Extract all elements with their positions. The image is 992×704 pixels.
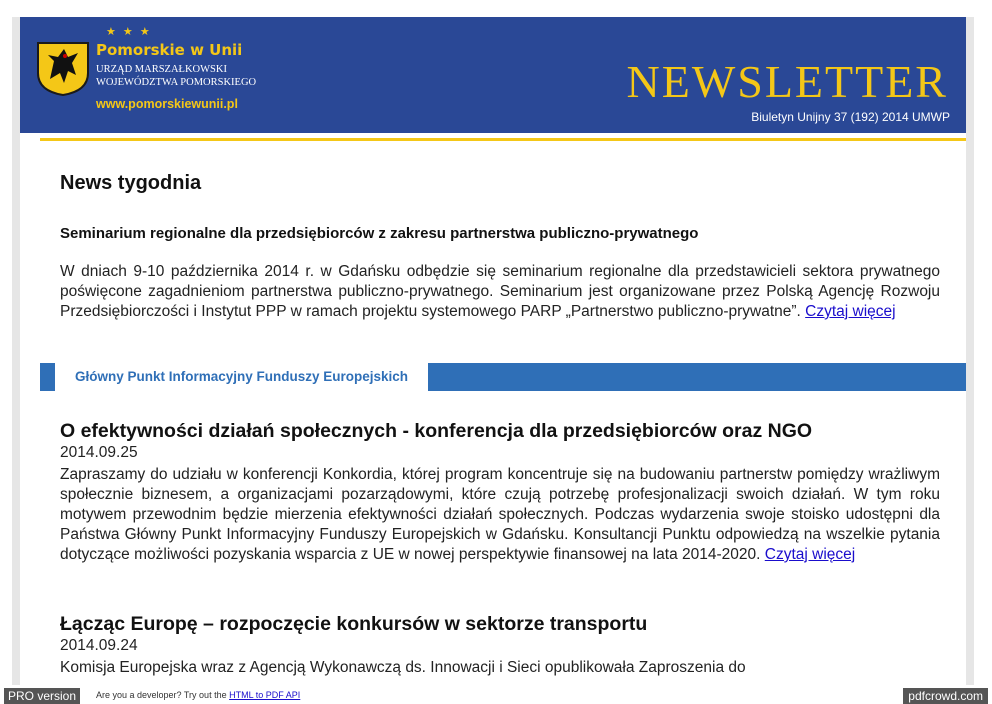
logo-subtitle-line-1: URZĄD MARSZAŁKOWSKI [96,64,227,75]
newsletter-page [12,17,974,685]
griffin-coat-of-arms-icon [34,39,92,97]
logo-subtitle-line-2: WOJEWÓDZTWA POMORSKIEGO [96,77,257,88]
article-read-more-link[interactable]: Czytaj więcej [764,546,856,563]
article-date: 2014.09.25 [60,444,138,461]
html-to-pdf-api-link[interactable]: HTML to PDF API [229,690,301,700]
newsletter-title: NEWSLETTER [626,56,948,107]
header-divider [40,138,966,141]
pdfcrowd-badge[interactable]: pdfcrowd.com [903,688,988,704]
article-date: 2014.09.24 [60,637,138,654]
article-body: Komisja Europejska wraz z Agencją Wykonawczą ds. Innowacji i Sieci opublikowała Zaproszenia do [60,659,746,676]
news-read-more-link[interactable]: Czytaj więcej [805,303,896,320]
logo-subtitle [96,63,256,89]
article-body-text: Zapraszamy do udziału w konferencji Konkordia, której program koncentruje się na budowaniu partnerstw pomiędzy wrażliwym społecznie biznesem, a organizacjami pozarządowymi, które czują potrzebę profesjonalizacji swoich działań. W tym roku motywem przewodnim będzie mierzenia efektywności działań społecznych. Podczas wydarzenia swoje stoisko udostępni dla Państwa Główny Punkt Informacyjny Funduszy Europejskich w Gdańsku. Konsultancji Punktu odpowiedzą na wszelkie pytania dotyczące możliwości pozyskania wsparcia z UE w nowej perspektywie finansowej na lata 2014-2020. [60,466,940,563]
developer-note [96,690,300,700]
pro-version-badge[interactable]: PRO version [4,688,80,704]
news-heading: News tygodnia [60,172,202,194]
pdf-footer [0,687,992,704]
article-title: O efektywności działań społecznych - konferencja dla przedsiębiorców oraz NGO [60,420,813,442]
logo-stars: ★ ★ ★ [106,26,152,38]
section-label: Główny Punkt Informacyjny Funduszy Europejskich [55,363,428,391]
logo-title: Pomorskie w Unii [96,41,243,59]
bulletin-info: Biuletyn Unijny 37 (192) 2014 UMWP [751,110,950,124]
news-body [60,262,940,322]
newsletter-header [20,17,966,133]
article-title: Łącząc Europę – rozpoczęcie konkursów w sektorze transportu [60,613,648,635]
news-title: Seminarium regionalne dla przedsiębiorców z zakresu partnerstwa publiczno-prywatnego [60,225,699,242]
logo-url[interactable]: www.pomorskiewunii.pl [96,97,238,111]
developer-note-text: Are you a developer? Try out the [96,690,227,700]
news-body-text: W dniach 9-10 października 2014 r. w Gdańsku odbędzie się seminarium regionalne dla przedstawicieli sektora prywatnego poświęcone zagadnieniom partnerstwa publiczno-prywatnego. Seminarium jest organizowane przez Polską Agencję Rozwoju Przedsiębiorczości i Instytut PPP w ramach projektu systemowego PARP „Partnerstwo publiczno-prywatne”. [60,263,940,320]
article-body [60,465,940,565]
